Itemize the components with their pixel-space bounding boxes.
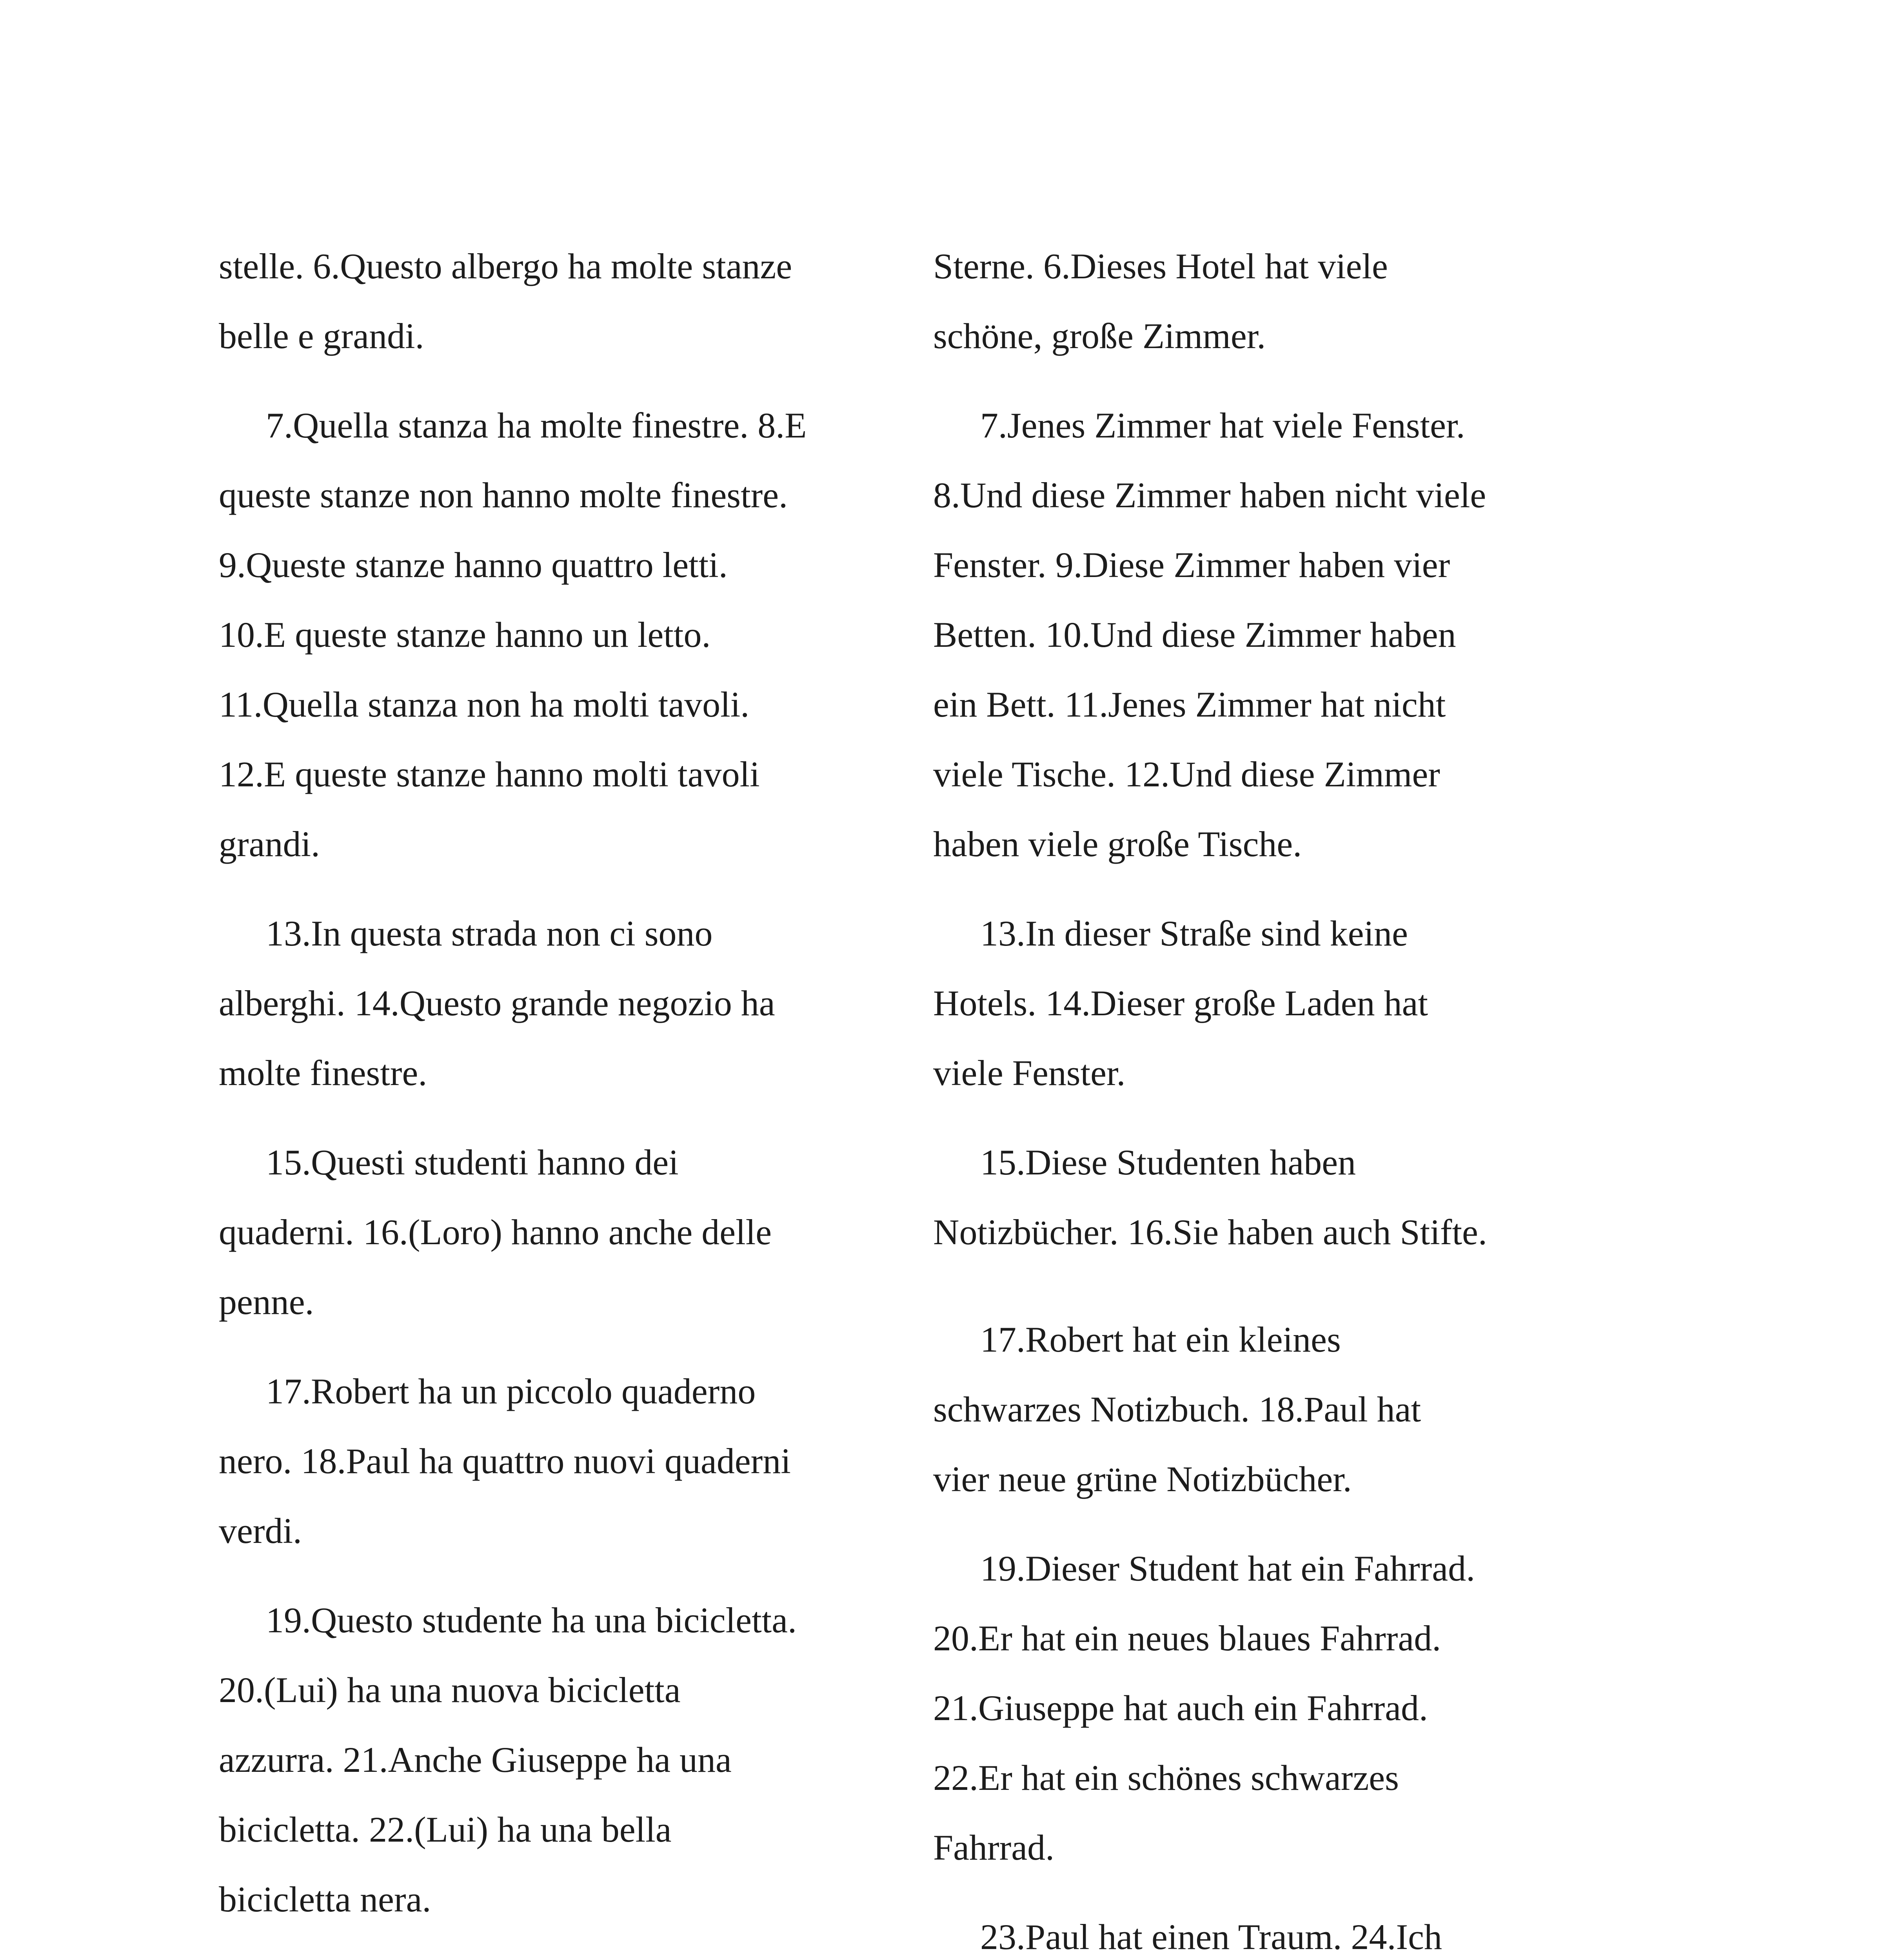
german-text-line: viele Tische. 12.Und diese Zimmer — [933, 754, 1440, 794]
italian-paragraph — [219, 1127, 909, 1337]
german-text-line: Fenster. 9.Diese Zimmer haben vier — [933, 545, 1450, 585]
german-text-line: ein Bett. 11.Jenes Zimmer hat nicht — [933, 684, 1446, 724]
german-column — [933, 231, 1623, 1960]
german-text-line: 13.In dieser Straße sind keine — [980, 913, 1408, 953]
german-paragraph — [933, 1534, 1623, 1882]
italian-paragraph — [219, 898, 909, 1108]
german-paragraph — [933, 390, 1623, 879]
italian-text-line: 10.E queste stanze hanno un letto. — [219, 615, 711, 655]
italian-text-line: 13.In questa strada non ci sono — [266, 913, 713, 953]
italian-paragraph — [219, 1356, 909, 1566]
german-text-line: haben viele große Tische. — [933, 824, 1302, 864]
italian-text-line: 15.Questi studenti hanno dei — [266, 1142, 679, 1182]
italian-text-line: 19.Questo studente ha una bicicletta. — [266, 1600, 797, 1640]
german-text-line: 15.Diese Studenten haben — [980, 1142, 1356, 1182]
german-text-line: 8.Und diese Zimmer haben nicht viele — [933, 475, 1486, 515]
german-text-line: schöne, große Zimmer. — [933, 316, 1266, 356]
italian-paragraph — [219, 1954, 909, 1960]
german-text-line: schwarzes Notizbuch. 18.Paul hat — [933, 1389, 1421, 1429]
italian-text-line: azzurra. 21.Anche Giuseppe ha una — [219, 1740, 732, 1780]
german-text-line: 20.Er hat ein neues blaues Fahrrad. — [933, 1618, 1441, 1658]
italian-text-line — [219, 1954, 909, 1960]
german-paragraph — [933, 898, 1623, 1108]
german-text-line: 19.Dieser Student hat ein Fahrrad. — [980, 1548, 1475, 1588]
italian-text-line: molte finestre. — [219, 1053, 427, 1093]
italian-text-line: penne. — [219, 1282, 314, 1322]
italian-text-line: 7.Quella stanza ha molte finestre. 8.E — [266, 405, 807, 445]
italian-paragraph — [219, 231, 909, 371]
italian-text-line: bicicletta. 22.(Lui) ha una bella — [219, 1809, 672, 1849]
italian-text-line: 9.Queste stanze hanno quattro letti. — [219, 545, 728, 585]
italian-text-line: alberghi. 14.Questo grande negozio ha — [219, 983, 775, 1023]
italian-text-line: 11.Quella stanza non ha molti tavoli. — [219, 684, 750, 724]
italian-text-line: belle e grandi. — [219, 316, 424, 356]
german-text-line: 7.Jenes Zimmer hat viele Fenster. — [980, 405, 1465, 445]
german-text-line: 22.Er hat ein schönes schwarzes — [933, 1758, 1399, 1798]
italian-text-line: 12.E queste stanze hanno molti tavoli — [219, 754, 760, 794]
italian-text-line: grandi. — [219, 824, 320, 864]
german-text-line: Betten. 10.Und diese Zimmer haben — [933, 615, 1456, 655]
german-paragraph — [933, 231, 1623, 371]
italian-text-line: bicicletta nera. — [219, 1879, 431, 1919]
german-text-line: Fahrrad. — [933, 1828, 1055, 1867]
german-text-line: viele Fenster. — [933, 1053, 1126, 1093]
italian-text-line: quaderni. 16.(Loro) hanno anche delle — [219, 1212, 772, 1252]
german-text-line: vier neue grüne Notizbücher. — [933, 1459, 1352, 1499]
german-text-line: 23.Paul hat einen Traum. 24.Ich — [980, 1917, 1442, 1957]
german-paragraph — [933, 1127, 1623, 1267]
german-paragraph — [933, 1305, 1623, 1514]
italian-text-line: verdi. — [219, 1511, 302, 1551]
italian-text-line: nero. 18.Paul ha quattro nuovi quaderni — [219, 1441, 791, 1481]
italian-column — [219, 231, 909, 1960]
italian-text-line: 20.(Lui) ha una nuova bicicletta — [219, 1670, 681, 1710]
italian-text-line: stelle. 6.Questo albergo ha molte stanze — [219, 246, 792, 286]
italian-paragraph — [219, 390, 909, 879]
italian-paragraph — [219, 1585, 909, 1934]
italian-text-line: 17.Robert ha un piccolo quaderno — [266, 1371, 756, 1411]
german-text-line: 17.Robert hat ein kleines — [980, 1319, 1341, 1359]
italian-text-line: queste stanze non hanno molte finestre. — [219, 475, 788, 515]
german-text-line: Hotels. 14.Dieser große Laden hat — [933, 983, 1428, 1023]
german-text-line: Sterne. 6.Dieses Hotel hat viele — [933, 246, 1388, 286]
german-text-line: 21.Giuseppe hat auch ein Fahrrad. — [933, 1688, 1428, 1728]
german-paragraph — [933, 1902, 1623, 1960]
german-text-line: Notizbücher. 16.Sie haben auch Stifte. — [933, 1212, 1487, 1252]
